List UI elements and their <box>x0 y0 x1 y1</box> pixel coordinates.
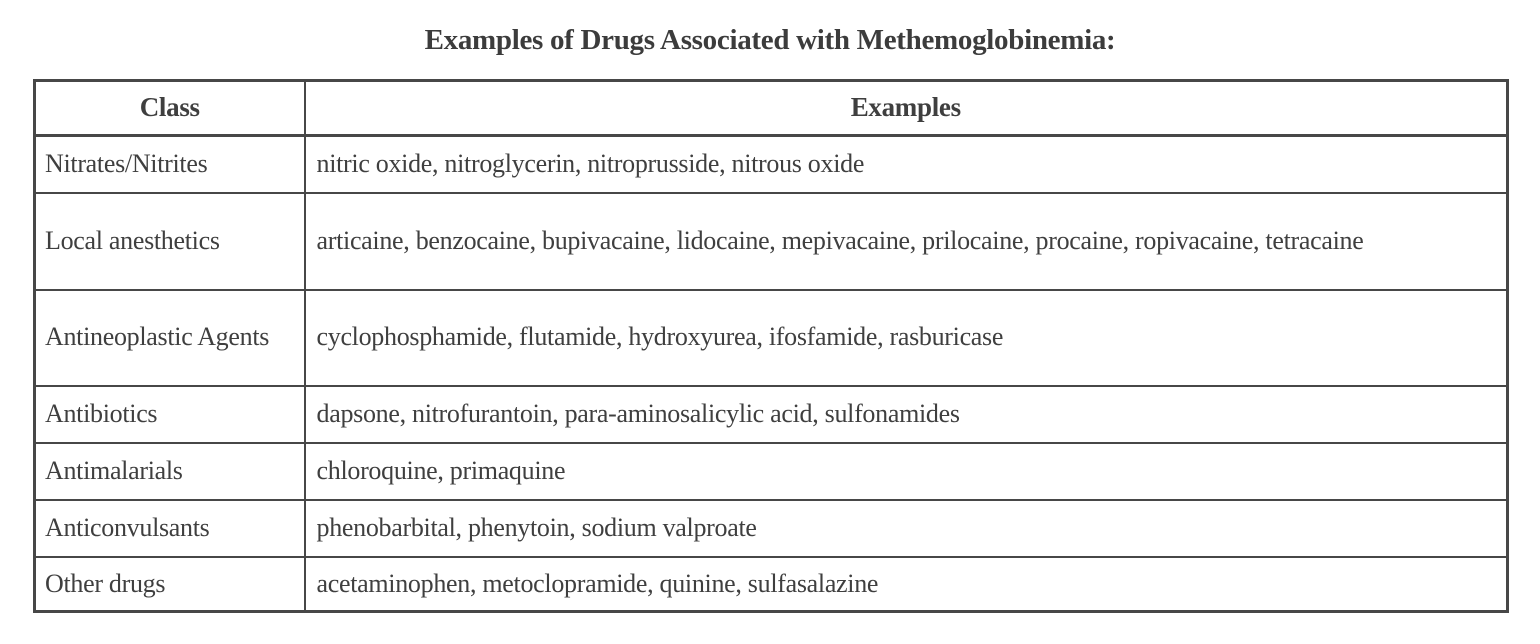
table-row <box>35 386 1508 443</box>
column-header-class: Class <box>35 81 305 136</box>
page-title: Examples of Drugs Associated with Methemoglobinemia: <box>424 24 1116 56</box>
drug-class-cell: Nitrates/Nitrites <box>35 136 305 193</box>
drug-examples-cell: dapsone, nitrofurantoin, para-aminosalicylic acid, sulfonamides <box>305 386 1508 443</box>
table-row <box>35 557 1508 612</box>
drug-examples-cell: acetaminophen, metoclopramide, quinine, sulfasalazine <box>305 557 1508 612</box>
drug-table <box>33 79 1509 613</box>
drug-examples-cell: articaine, benzocaine, bupivacaine, lidocaine, mepivacaine, prilocaine, procaine, ropivacaine, tetracaine <box>305 193 1508 290</box>
drug-examples-cell: chloroquine, primaquine <box>305 443 1508 500</box>
drug-class-cell: Anticonvulsants <box>35 500 305 557</box>
table-row <box>35 290 1508 386</box>
drug-class-cell: Local anesthetics <box>35 193 305 290</box>
header-row <box>35 81 1508 136</box>
table-body <box>35 136 1508 612</box>
drug-class-cell: Other drugs <box>35 557 305 612</box>
drug-examples-cell: phenobarbital, phenytoin, sodium valproate <box>305 500 1508 557</box>
drug-class-cell: Antibiotics <box>35 386 305 443</box>
drug-examples-cell: nitric oxide, nitroglycerin, nitroprusside, nitrous oxide <box>305 136 1508 193</box>
table-row <box>35 193 1508 290</box>
drug-class-cell: Antineoplastic Agents <box>35 290 305 386</box>
drug-class-cell: Antimalarials <box>35 443 305 500</box>
column-header-examples: Examples <box>305 81 1508 136</box>
table-header <box>35 81 1508 136</box>
drug-examples-cell: cyclophosphamide, flutamide, hydroxyurea, ifosfamide, rasburicase <box>305 290 1508 386</box>
table-row <box>35 136 1508 193</box>
table-row <box>35 500 1508 557</box>
table-row <box>35 443 1508 500</box>
